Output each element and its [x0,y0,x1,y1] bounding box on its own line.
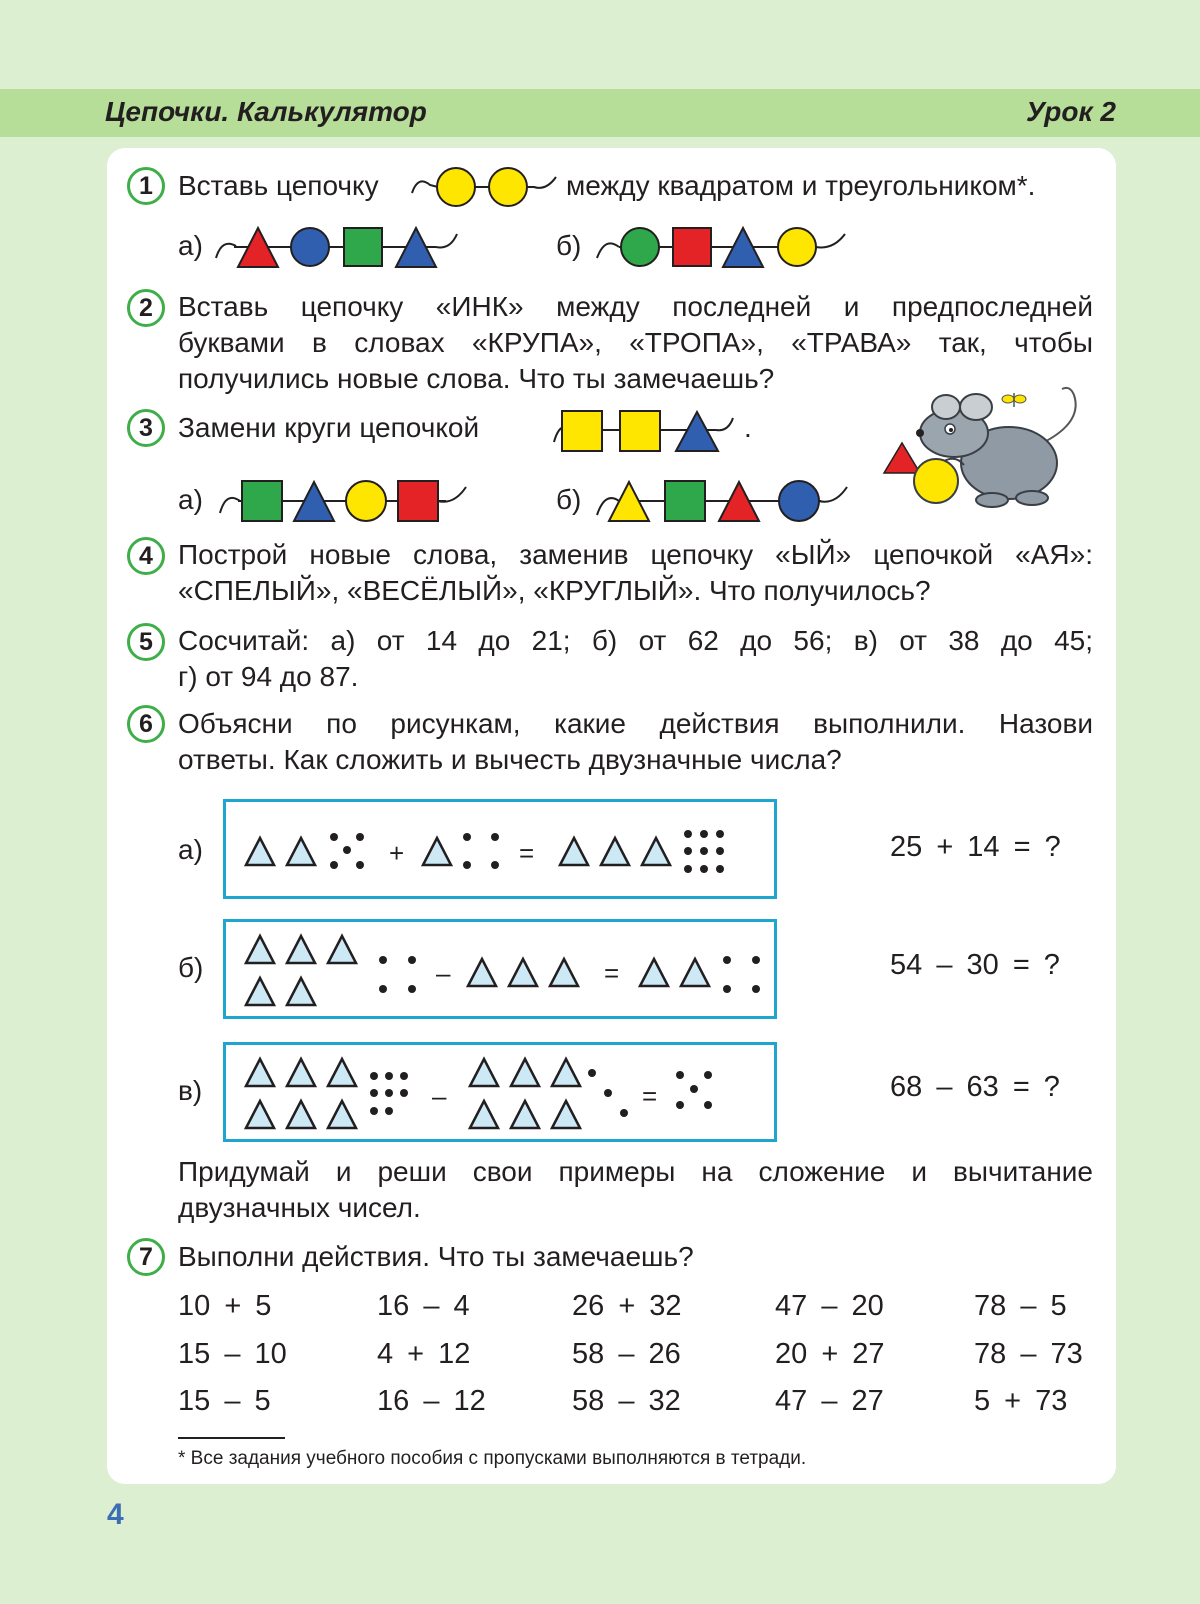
task-3-text-after: . [744,412,752,443]
task-7-example: 10 + 5 [178,1290,272,1322]
task-number-7: 7 [127,1238,165,1276]
chain-1a [214,224,459,270]
task-number-6: 6 [127,705,165,743]
task-7-example: 47 – 27 [775,1385,884,1417]
tens-triangles [246,936,709,1005]
task-5-line-1: Сосчитай: а) от 14 до 21; б) от 62 до 56; в) от 38 до 45; [178,625,1093,656]
chain-square [562,411,602,451]
operator-sign: – [436,958,451,988]
task-7-example: 5 + 73 [974,1385,1068,1417]
chain-square [242,481,282,521]
task-number-3: 3 [127,409,165,447]
equals-sign: = [642,1081,658,1111]
chain-square [665,481,705,521]
task-7-example: 16 – 4 [377,1290,470,1322]
task-2-line-2: буквами в словах «КРУПА», «ТРОПА», «ТРАВА» так, чтобы [178,327,1093,358]
task-6-row-c-label: в) [178,1075,203,1106]
task-number-4: 4 [127,537,165,575]
task-1-text-before: Вставь цепочку [178,170,379,201]
operator-sign: + [389,838,405,868]
task-1-label-b: б) [556,230,582,261]
chain-yellow-circles [410,165,558,209]
task-6-row-b-label: б) [178,952,204,983]
task-6-after-line-1: Придумай и реши свои примеры на сложение и вычитание [178,1156,1093,1187]
picture-c-drawing [226,1045,774,1139]
task-1-label-a: а) [178,230,203,261]
footnote: * Все задания учебного пособия с пропусками выполняются в тетради. [178,1448,807,1469]
equals-sign: = [519,838,535,868]
chain-circle [346,481,386,521]
yellow-ball [914,459,958,503]
task-3-text-before: Замени круги цепочкой [178,412,480,443]
task-3-label-a: а) [178,484,203,515]
task-2-line-3: получились новые слова. Что ты замечаешь? [178,363,775,394]
task-2-line-1: Вставь цепочку «ИНК» между последней и предпоследней [178,291,1093,322]
mouse-illustration [884,385,1094,520]
picture-box-c [223,1042,777,1142]
butterfly [1002,393,1026,407]
task-6-row-a-label: а) [178,834,203,865]
task-7-text: Выполни действия. Что ты замечаешь? [178,1241,694,1272]
task-7-example: 20 + 27 [775,1338,885,1370]
task-7-example: 47 – 20 [775,1290,884,1322]
chain-square [344,228,382,266]
red-triangle [884,443,920,473]
task-6-row-a-expression: 25 + 14 = ? [890,831,1061,863]
task-4-line-2: «СПЕЛЫЙ», «ВЕСЁЛЫЙ», «КРУГЛЫЙ». Что получилось? [178,575,931,606]
chain-replacement [552,406,734,454]
picture-b-drawing [226,922,774,1016]
task-7-example: 58 – 32 [572,1385,681,1417]
task-3-label-b: б) [556,484,582,515]
chain-circle [779,481,819,521]
task-1-text-after: между квадратом и треугольником*. [566,170,1036,201]
chain-1b [595,224,853,270]
chain-3a [218,477,468,525]
task-4-line-1: Построй новые слова, заменив цепочку «ЫЙ» цепочкой «АЯ»: [178,539,1093,570]
picture-a-drawing [226,802,774,896]
tens-triangles [246,1059,580,1128]
picture-box-b [223,919,777,1019]
mouse-ear [960,394,992,420]
task-7-example: 78 – 73 [974,1338,1083,1370]
chain-square [673,228,711,266]
task-6-line-1: Объясни по рисункам, какие действия выполнили. Назови [178,708,1093,739]
task-6-row-b-expression: 54 – 30 = ? [890,949,1060,981]
chain-triangle [676,412,718,451]
mouse-ear [932,395,960,419]
chain-square [620,411,660,451]
chain-circle [437,168,475,206]
chain-circle [291,228,329,266]
page-number: 4 [107,1498,124,1531]
task-5-line-2: г) от 94 до 87. [178,661,359,692]
task-7-example: 15 – 10 [178,1338,287,1370]
chain-square [398,481,438,521]
chain-circle [778,228,816,266]
chapter-title: Цепочки. Калькулятор [105,96,427,127]
tens-triangles [246,838,670,865]
chain-3b [595,477,853,525]
ones-dots [370,1069,712,1117]
footnote-divider [178,1437,285,1439]
chain-circle [621,228,659,266]
task-7-example: 15 – 5 [178,1385,271,1417]
task-7-example: 26 + 32 [572,1290,682,1322]
picture-box-a [223,799,777,899]
task-number-5: 5 [127,623,165,661]
task-7-example: 16 – 12 [377,1385,486,1417]
operator-sign: – [432,1081,447,1111]
task-6-row-c-expression: 68 – 63 = ? [890,1071,1060,1103]
task-number-2: 2 [127,289,165,327]
chain-circle [489,168,527,206]
task-7-example: 58 – 26 [572,1338,681,1370]
equals-sign: = [604,958,620,988]
task-6-after-line-2: двузначных чисел. [178,1192,421,1223]
lesson-label: Урок 2 [1025,96,1116,127]
task-number-1: 1 [127,167,165,205]
task-7-example: 4 + 12 [377,1338,471,1370]
task-7-example: 78 – 5 [974,1290,1067,1322]
task-6-line-2: ответы. Как сложить и вычесть двузначные числа? [178,744,842,775]
